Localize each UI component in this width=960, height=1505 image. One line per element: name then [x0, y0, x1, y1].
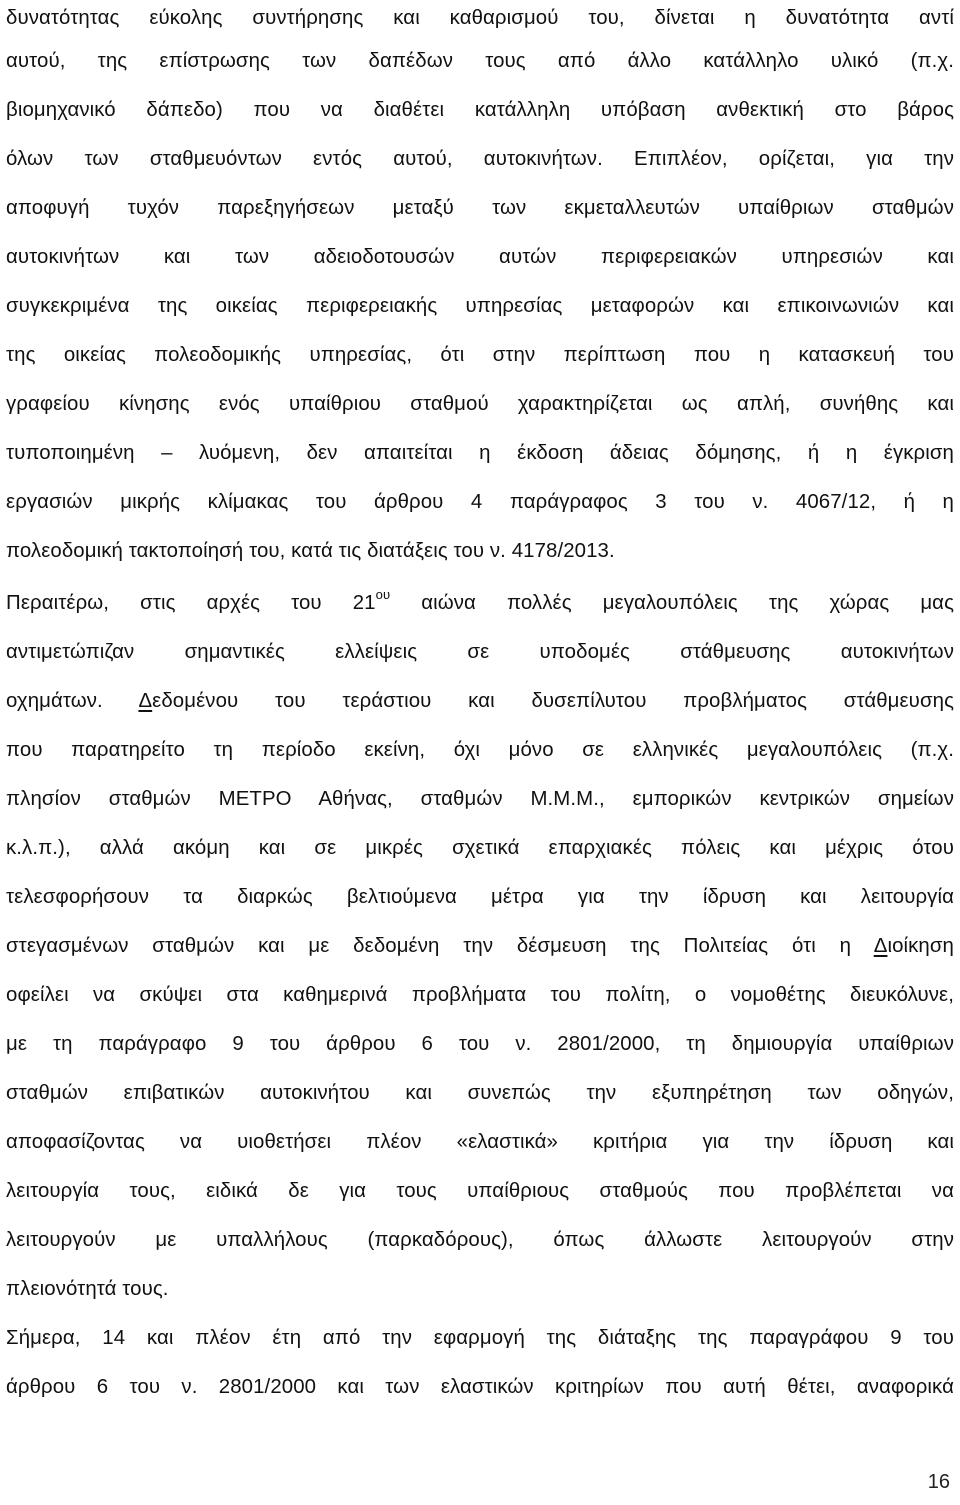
text-line: τελεσφορήσουν τα διαρκώς βελτιούμενα μέτρα για την ίδρυση και λειτουργία: [6, 886, 954, 908]
text-segment: αιώνα πολλές μεγαλουπόλεις της χώρας μας: [390, 592, 954, 614]
text-line: σταθμών επιβατικών αυτοκινήτου και συνεπώς την εξυπηρέτηση των οδηγών,: [6, 1082, 954, 1104]
text-line: αποφασίζοντας να υιοθετήσει πλέον «ελαστικά» κριτήρια για την ίδρυση και: [6, 1131, 954, 1153]
text-line: πλησίον σταθμών ΜΕΤΡΟ Αθήνας, σταθμών Μ.Μ.Μ., εμπορικών κεντρικών σημείων: [6, 788, 954, 810]
text-line: αντιμετώπιζαν σημαντικές ελλείψεις σε υποδομές στάθμευσης αυτοκινήτων: [6, 641, 954, 663]
text-line: της οικείας πολεοδομικής υπηρεσίας, ότι στην περίπτωση που η κατασκευή του: [6, 344, 954, 366]
text-line: αυτοκινήτων και των αδειοδοτουσών αυτών περιφερειακών υπηρεσιών και: [6, 246, 954, 268]
superscript-ordinal: ου: [375, 587, 391, 602]
text-line: λειτουργούν με υπαλλήλους (παρκαδόρους), όπως άλλωστε λειτουργούν στην: [6, 1229, 954, 1251]
text-segment: ιοίκηση: [887, 935, 954, 957]
text-line: εργασιών μικρής κλίμακας του άρθρου 4 παράγραφος 3 του ν. 4067/12, ή η: [6, 491, 954, 513]
text-line: αυτού, της επίστρωσης των δαπέδων τους από άλλο κατάλληλο υλικό (π.χ.: [6, 50, 954, 72]
text-segment: Περαιτέρω, στις αρχές του 21: [6, 592, 376, 614]
underlined-letter: Δ: [138, 690, 153, 712]
text-line: αποφυγή τυχόν παρεξηγήσεων μεταξύ των εκμεταλλευτών υπαίθριων σταθμών: [6, 197, 954, 219]
text-line: άρθρου 6 του ν. 2801/2000 και των ελαστικών κριτηρίων που αυτή θέτει, αναφορικά: [6, 1376, 954, 1398]
text-line: κ.λ.π.), αλλά ακόμη και σε μικρές σχετικά επαρχιακές πόλεις και μέχρις ότου: [6, 837, 954, 859]
text-segment: στεγασμένων σταθμών και με δεδομένη την δέσμευση της Πολιτείας ότι η: [6, 935, 874, 957]
text-line: [6, 677, 954, 726]
text-line: [6, 922, 954, 971]
text-line: που παρατηρείτο τη περίοδο εκείνη, όχι μόνο σε ελληνικές μεγαλουπόλεις (π.χ.: [6, 739, 954, 761]
text-line: συγκεκριμένα της οικείας περιφερειακής υπηρεσίας μεταφορών και επικοινωνιών και: [6, 295, 954, 317]
text-segment: εδομένου του τεράστιου και δυσεπίλυτου προβλήματος στάθμευσης: [152, 690, 954, 712]
text-line: όλων των σταθμευόντων εντός αυτού, αυτοκινήτων. Επιπλέον, ορίζεται, για την: [6, 148, 954, 170]
text-line: οφείλει να σκύψει στα καθημερινά προβλήματα του πολίτη, ο νομοθέτης διευκόλυνε,: [6, 984, 954, 1006]
text-line: δυνατότητας εύκολης συντήρησης και καθαρισμού του, δίνεται η δυνατότητα αντί: [6, 7, 954, 29]
paragraph-start-line: [6, 579, 954, 628]
text-line: πολεοδομική τακτοποίησή του, κατά τις διατάξεις του ν. 4178/2013.: [6, 540, 615, 562]
page-number: 16: [927, 1471, 950, 1493]
underlined-letter: Δ: [873, 935, 888, 957]
paragraph-start-line: Σήμερα, 14 και πλέον έτη από την εφαρμογή της διάταξης της παραγράφου 9 του: [6, 1327, 954, 1349]
text-line: λειτουργία τους, ειδικά δε για τους υπαίθριους σταθμούς που προβλέπεται να: [6, 1180, 954, 1202]
text-line: τυποποιημένη – λυόμενη, δεν απαιτείται η έκδοση άδειας δόμησης, ή η έγκριση: [6, 442, 954, 464]
text-line: πλειονότητά τους.: [6, 1278, 169, 1300]
text-line: γραφείου κίνησης ενός υπαίθριου σταθμού χαρακτηρίζεται ως απλή, συνήθης και: [6, 393, 954, 415]
text-segment: οχημάτων.: [6, 690, 139, 712]
text-line: με τη παράγραφο 9 του άρθρου 6 του ν. 2801/2000, τη δημιουργία υπαίθριων: [6, 1033, 954, 1055]
text-line: βιομηχανικό δάπεδο) που να διαθέτει κατάλληλη υπόβαση ανθεκτική στο βάρος: [6, 99, 954, 121]
